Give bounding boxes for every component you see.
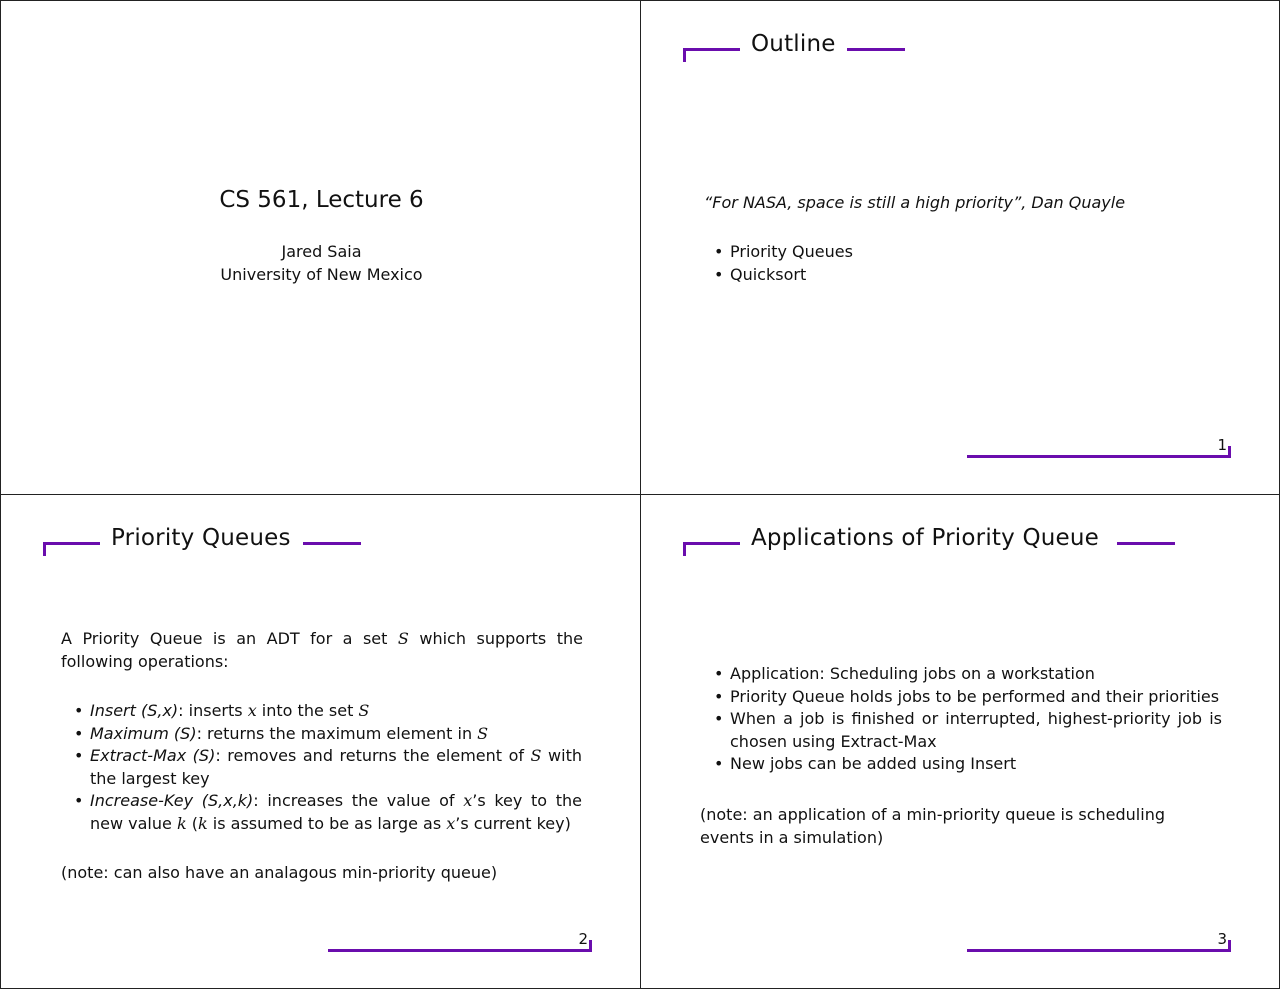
- heading-rule: [1117, 542, 1175, 545]
- page-number: 2: [578, 930, 588, 948]
- heading-rule: [847, 48, 905, 51]
- math-var: S: [397, 629, 409, 648]
- slide-title: [0, 0, 641, 495]
- outline-list: [714, 241, 853, 286]
- footer-rule: [967, 940, 1231, 952]
- lecture-title: CS 561, Lecture 6: [219, 187, 424, 213]
- page-number: 3: [1217, 930, 1227, 948]
- list-item: • Priority Queues: [714, 241, 853, 264]
- math-var: x: [463, 791, 473, 810]
- list-item: • Quicksort: [714, 264, 853, 287]
- quote-author: , Dan Quayle: [1021, 193, 1126, 212]
- math-var: S: [477, 723, 489, 743]
- text-run: : removes and returns the element of: [215, 746, 531, 765]
- text-run: ’s current key): [455, 813, 571, 833]
- text-run: : increases the value of: [253, 791, 464, 810]
- list-item: [74, 700, 582, 723]
- affiliation: University of New Mexico: [220, 265, 423, 284]
- text-run: (: [186, 813, 198, 833]
- quote: [704, 192, 1125, 215]
- list-item: • Priority Queue holds jobs to be performed and their priorities: [714, 686, 1222, 709]
- list-item: [74, 723, 582, 746]
- slide-title: Outline: [751, 31, 836, 57]
- heading-bracket: [43, 542, 100, 556]
- op-name: Insert (S,x): [90, 701, 179, 720]
- footer-rule: [967, 446, 1231, 458]
- text-run: : returns the maximum element in: [196, 723, 478, 743]
- math-var: S: [358, 701, 370, 720]
- slide-outline: [640, 0, 1280, 495]
- text-run: A Priority Queue is an ADT for a set: [61, 629, 398, 648]
- author-name: Jared Saia: [281, 242, 362, 261]
- op-name: Extract-Max (S): [90, 746, 216, 765]
- text-run: is assumed to be as large as: [207, 813, 447, 833]
- intro-paragraph: [61, 628, 583, 673]
- math-var: x: [247, 701, 257, 720]
- text-run: with the largest key: [90, 746, 582, 788]
- slide-title: Applications of Priority Queue: [751, 525, 1100, 551]
- math-var: k: [176, 813, 187, 833]
- slide-priority-queues: [0, 494, 641, 989]
- math-var: k: [197, 813, 208, 833]
- operations-list: [74, 700, 582, 835]
- list-item: • New jobs can be added using Insert: [714, 753, 1222, 776]
- text-run: : inserts: [178, 701, 248, 720]
- note: (note: an application of a min-priority queue is scheduling events in a simulation): [700, 805, 1165, 847]
- list-item: • Application: Scheduling jobs on a workstation: [714, 663, 1222, 686]
- text-run: which supports the following operations:: [61, 629, 584, 671]
- slide-applications: [640, 494, 1280, 989]
- op-name: Increase-Key (S,x,k): [90, 791, 254, 810]
- list-item: [74, 745, 582, 790]
- text-run: into the set: [256, 701, 359, 720]
- math-var: S: [530, 746, 542, 765]
- quote-text: “For NASA, space is still a high priority”: [704, 193, 1022, 212]
- list-item: • When a job is finished or interrupted, highest-priority job is chosen using Extract-Max: [714, 708, 1222, 753]
- heading-bracket: [683, 48, 740, 62]
- slide-title: Priority Queues: [111, 525, 291, 551]
- page-number: 1: [1217, 436, 1227, 454]
- text-run: ’s key to the new value: [90, 791, 582, 833]
- math-var: x: [446, 813, 456, 833]
- op-name: Maximum (S): [90, 723, 197, 743]
- list-item: [74, 790, 582, 835]
- heading-rule: [303, 542, 361, 545]
- footer-rule: [328, 940, 592, 952]
- note: (note: can also have an analagous min-priority queue): [61, 863, 498, 882]
- applications-list: [714, 663, 1222, 776]
- heading-bracket: [683, 542, 740, 556]
